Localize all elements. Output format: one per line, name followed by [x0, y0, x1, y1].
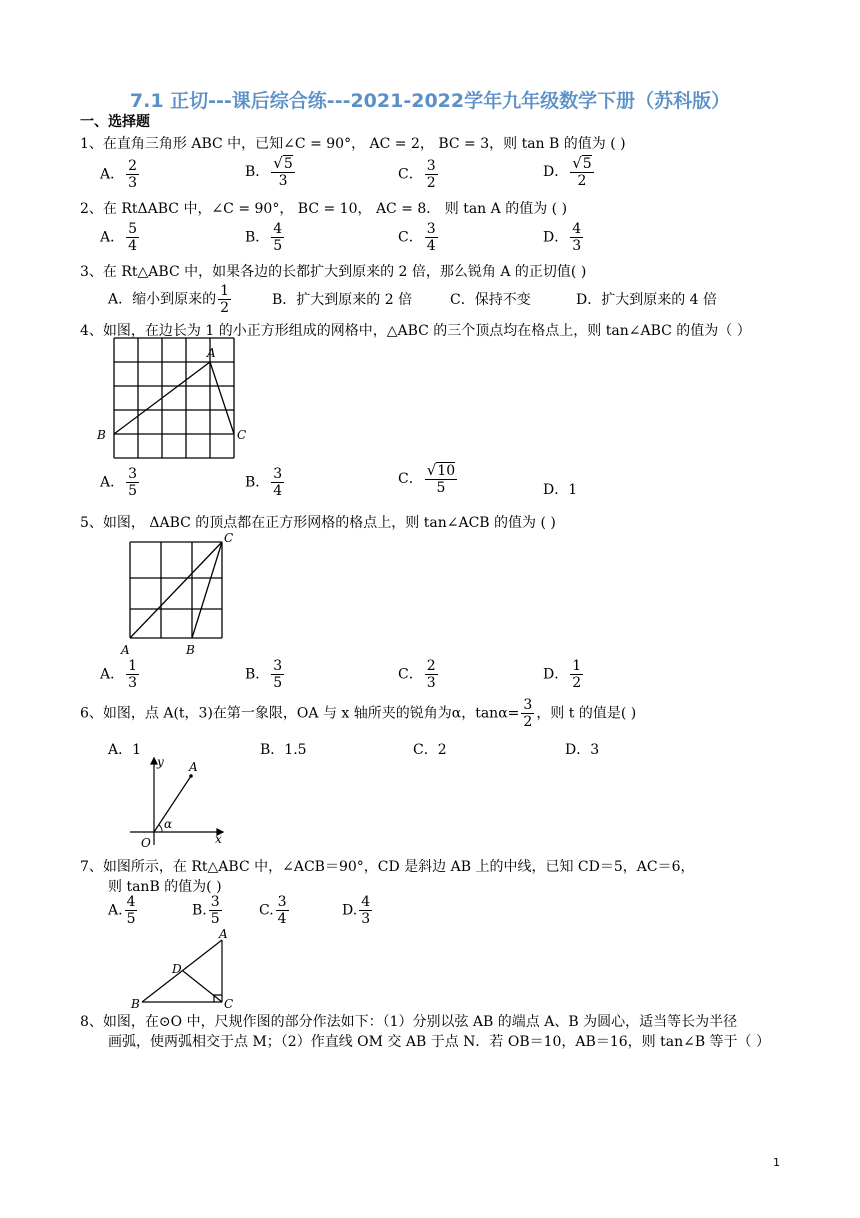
q4-grid	[114, 338, 234, 458]
question-8-stem-line-2: 画弧，使两弧相交于点 M；（2）作直线 OM 交 AB 于点 N．若 OB＝10，AB＝16，则 tan∠B 等于（ ）	[108, 1034, 771, 1050]
page-number: 1	[773, 1156, 780, 1169]
question-7-stem-line-1: 7、如图所示，在 Rt△ABC 中，∠ACB＝90°，CD 是斜边 AB 上的中线，已知 CD＝5，AC＝6，	[80, 859, 695, 875]
q5-label-c: C	[224, 531, 234, 545]
q4-triangle	[114, 362, 234, 434]
question-5-stem: 5、如图， ΔABC 的顶点都在正方形网格的格点上，则 tan∠ACB 的值为 ( )	[80, 515, 556, 531]
question-4-stem: 4、如图，在边长为 1 的小正方形组成的网格中，△ABC 的三个顶点均在格点上，则 tan∠ABC 的值为（ ）	[80, 323, 751, 339]
q6-point-a	[189, 774, 193, 778]
section-heading: 一、选择题	[80, 114, 150, 130]
q4-label-b: B	[97, 428, 106, 442]
q4-option-c[interactable]: C． $\frac{√10}{5}$	[398, 461, 456, 497]
q5-option-c[interactable]: C． $\frac{2}{3}$	[398, 658, 436, 692]
page-title: 7.1 正切---课后综合练---2021-2022学年九年级数学下册（苏科版）	[129, 90, 731, 112]
q5-grid-figure	[118, 530, 248, 660]
q7-triangle	[142, 940, 222, 1002]
q6-axes-figure	[125, 757, 235, 852]
q6-label-x: x	[215, 832, 222, 846]
q4-option-a[interactable]: A． $\frac{3}{5}$	[100, 466, 138, 500]
q6-angle-arc	[159, 825, 162, 832]
q6-label-alpha: α	[164, 817, 173, 831]
question-1-stem: 1、在直角三角形 ABC 中，已知∠C = 90°， AC = 2， BC = 3，则 tan B 的值为 ( )	[80, 136, 626, 152]
q5-option-d[interactable]: D． $\frac{1}{2}$	[543, 658, 582, 692]
question-6-stem: 6、如图，点 A(t，3)在第一象限，OA 与 x 轴所夹的锐角为α，tanα= $\frac{3}{2}$ ，则 t 的值是( )	[80, 697, 637, 731]
q4-label-a: A	[207, 346, 216, 360]
q6-label-y: y	[157, 755, 164, 769]
q2-option-b[interactable]: B． $\frac{4}{5}$	[245, 221, 283, 255]
q5-option-b[interactable]: B． $\frac{3}{5}$	[245, 658, 283, 692]
q7-label-a: A	[219, 927, 228, 941]
q2-option-d[interactable]: D． $\frac{4}{3}$	[543, 221, 582, 255]
q6-option-a[interactable]: A．1	[108, 742, 142, 758]
question-3-stem: 3、在 Rt△ABC 中，如果各边的长都扩大到原来的 2 倍，那么锐角 A 的正切值( )	[80, 264, 587, 280]
q7-label-b: B	[131, 997, 140, 1011]
q4-label-c: C	[237, 428, 247, 442]
q2-option-a[interactable]: A． $\frac{5}{4}$	[100, 221, 138, 255]
q7-option-c[interactable]: C. $\frac{3}{4}$	[259, 894, 287, 928]
question-7-stem-line-2: 则 tanB 的值为( )	[108, 879, 222, 895]
q7-option-a[interactable]: A. $\frac{4}{5}$	[108, 894, 136, 928]
q4-grid-figure	[97, 336, 250, 466]
q4-option-b[interactable]: B． $\frac{3}{4}$	[245, 466, 283, 500]
q7-option-b[interactable]: B. $\frac{3}{5}$	[192, 894, 220, 928]
q5-label-b: B	[186, 643, 195, 657]
q6-label-a: A	[189, 760, 198, 774]
q3-option-a[interactable]: A．缩小到原来的 $\frac{1}{2}$	[108, 283, 230, 317]
question-8-stem-line-1: 8、如图，在⊙O 中，尺规作图的部分作法如下：（1）分别以弦 AB 的端点 A、B 为圆心，适当等长为半径	[80, 1014, 738, 1030]
q3-option-d[interactable]: D．扩大到原来的 4 倍	[576, 292, 718, 308]
q3-option-c[interactable]: C．保持不变	[450, 292, 531, 308]
q1-option-c[interactable]: C． $\frac{3}{2}$	[398, 158, 436, 192]
q6-option-c[interactable]: C．2	[413, 742, 447, 758]
q5-option-a[interactable]: A． $\frac{1}{3}$	[100, 658, 138, 692]
question-2-stem: 2、在 RtΔABC 中，∠C = 90°， BC = 10， AC = 8． 则 tan A 的值为 ( )	[80, 201, 568, 217]
q6-option-d[interactable]: D．3	[565, 742, 600, 758]
q7-label-d: D	[172, 962, 182, 976]
q3-option-b[interactable]: B．扩大到原来的 2 倍	[272, 292, 413, 308]
q1-option-b[interactable]: B． $\frac{√5}{3}$	[245, 154, 293, 190]
q5-label-a: A	[121, 643, 130, 657]
q7-triangle-figure	[128, 928, 248, 1010]
q1-option-d[interactable]: D． $\frac{√5}{2}$	[543, 154, 592, 190]
q7-label-c: C	[224, 997, 234, 1011]
q6-axes	[130, 758, 223, 845]
q1-option-a[interactable]: A． $\frac{2}{3}$	[100, 158, 138, 192]
q4-option-d[interactable]: D．1	[543, 482, 578, 498]
q2-option-c[interactable]: C． $\frac{3}{4}$	[398, 221, 436, 255]
q5-triangle	[130, 542, 222, 638]
q7-option-d[interactable]: D. $\frac{4}{3}$	[342, 894, 371, 928]
q6-option-b[interactable]: B．1.5	[260, 742, 307, 758]
q6-label-o: O	[141, 836, 151, 850]
